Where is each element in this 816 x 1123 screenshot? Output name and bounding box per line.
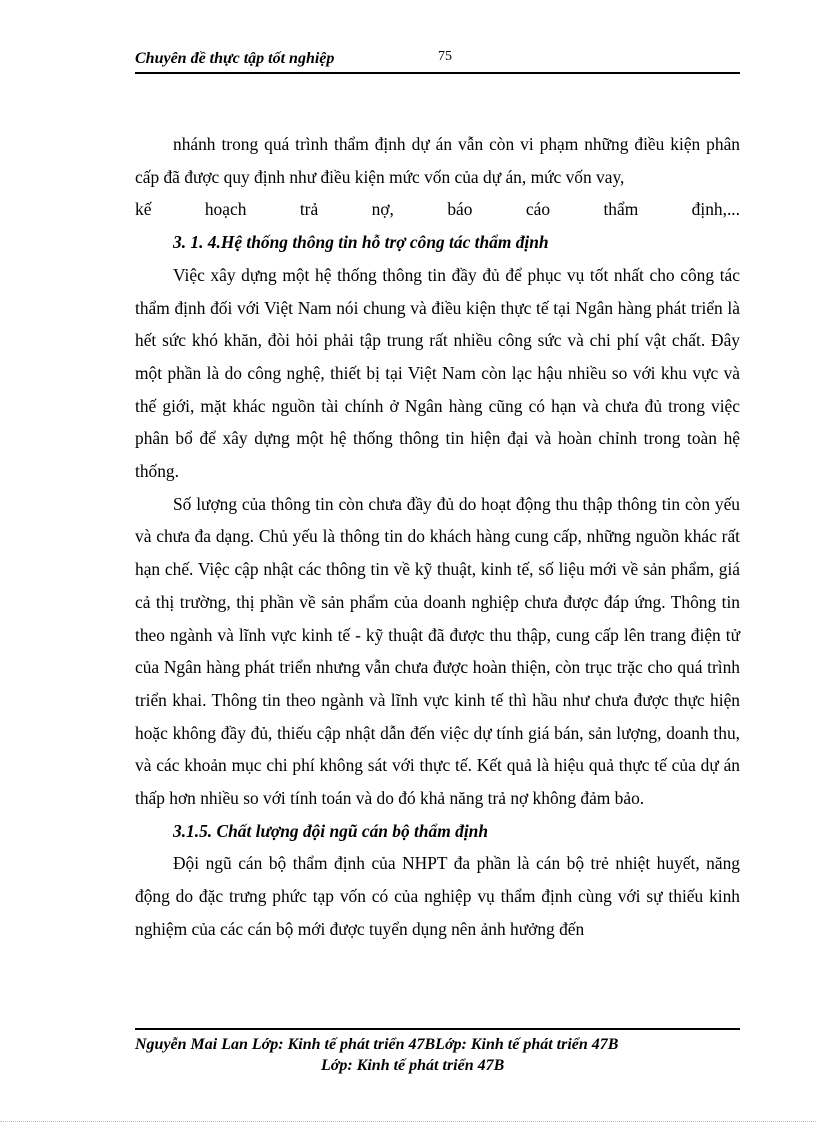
page-bottom-divider (0, 1121, 816, 1122)
footer-author-line: Nguyễn Mai Lan Lớp: Kinh tế phát triển 47BLớp: Kinh tế phát triển 47B (135, 1036, 619, 1053)
section-heading-3-1-4: 3. 1. 4.Hệ thống thông tin hỗ trợ công tác thẩm định (173, 232, 549, 253)
paragraph-information-system: Việc xây dựng một hệ thống thông tin đầy đủ để phục vụ tốt nhất cho công tác thẩm định đối với Việt Nam nói chung và điều kiện thực tế tại Ngân hàng phát triển là hết sức khó khăn, đòi hỏi phải tập trung rất nhiều công sức và chi phí vật chất. Đây một phần là do công nghệ, thiết bị tại Việt Nam còn lạc hậu nhiều so với khu vực và thế giới, mặt khác nguồn tài chính ở Ngân hàng cũng có hạn và chưa đủ trong việc phân bổ để xây dựng một hệ thống thông tin hiện đại và hoàn chỉnh trong toàn hệ thống. (135, 264, 740, 482)
paragraph-continuation: nhánh trong quá trình thẩm định dự án vẫn còn vi phạm những điều kiện phân cấp đã được quy định như điều kiện mức vốn của dự án, mức vốn vay, (135, 134, 740, 187)
document-body (135, 128, 740, 946)
page-number: 75 (438, 49, 452, 64)
footer-class-line: Lớp: Kinh tế phát triển 47B (321, 1057, 505, 1074)
paragraph-continuation-end: kế hoạch trả nợ, báo cáo thẩm định,... (135, 199, 740, 220)
paragraph-information-quantity: Số lượng của thông tin còn chưa đầy đủ do hoạt động thu thập thông tin còn yếu và chưa đa dạng. Chủ yếu là thông tin do khách hàng cung cấp, những nguồn khác rất hạn chế. Việc cập nhật các thông tin về kỹ thuật, kinh tế, số liệu mới về sản phẩm, giá cả thị trường, thị phần về sản phẩm của doanh nghiệp chưa được đáp ứng. Thông tin theo ngành và lĩnh vực kinh tế - kỹ thuật đã được thu thập, cung cấp lên trang điện tử của Ngân hàng phát triển nhưng vẫn chưa được hoàn thiện, còn trục trặc cho quá trình triển khai. Thông tin theo ngành và lĩnh vực kinh tế thì hầu như chưa được thực hiện hoặc không đầy đủ, thiếu cập nhật dẫn đến việc dự tính giá bán, sản lượng, doanh thu, và các khoản mục chi phí không sát với thực tế. Kết quả là hiệu quả thực tế của dự án thấp hơn nhiều so với tính toán và do đó khả năng trả nợ không đảm bảo. (135, 493, 740, 809)
header-title: Chuyên đề thực tập tốt nghiệp (135, 50, 335, 67)
paragraph-staff-quality: Đội ngũ cán bộ thẩm định của NHPT đa phần là cán bộ trẻ nhiệt huyết, năng động do đặc trưng phức tạp vốn có của nghiệp vụ thẩm định cùng với sự thiếu kinh nghiệm của các cán bộ mới được tuyển dụng nên ảnh hưởng đến (135, 853, 740, 939)
section-heading-3-1-5: 3.1.5. Chất lượng đội ngũ cán bộ thẩm định (173, 820, 488, 841)
page-footer (135, 1028, 740, 1076)
page-header (135, 48, 740, 74)
